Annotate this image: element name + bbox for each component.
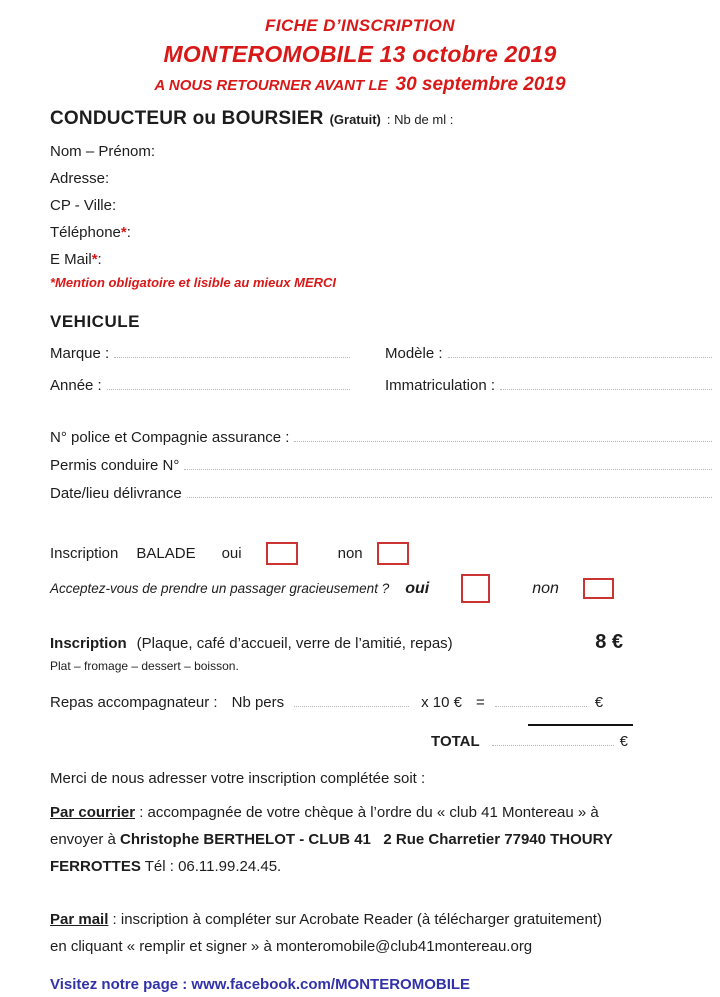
annee-label: Année :	[50, 377, 102, 394]
conducteur-section-heading	[50, 108, 670, 130]
police-assurance-input-line[interactable]	[294, 428, 712, 442]
nb-pers-label: Nb pers	[231, 694, 285, 711]
nom-prenom-row	[50, 138, 670, 165]
mail-line-1	[50, 906, 670, 933]
par-mail-lead: Par mail	[50, 911, 109, 928]
delivrance-input-line[interactable]	[187, 484, 712, 498]
required-star: *	[91, 251, 98, 268]
passager-question-label: Acceptez-vous de prendre un passager gracieusement ?	[50, 581, 390, 596]
adresse-input-area[interactable]	[109, 165, 670, 192]
adresse-row	[50, 165, 670, 192]
balade-section	[50, 542, 670, 603]
permis-input-line[interactable]	[184, 456, 712, 470]
mail-line-2: en cliquant « remplir et signer » à monteromobile@club41montereau.org	[50, 938, 533, 955]
repas-accompagnateur-row	[50, 693, 670, 711]
form-header	[50, 16, 670, 96]
passager-oui-checkbox[interactable]	[461, 574, 490, 603]
colon: :	[105, 170, 110, 187]
inscription-price-row	[50, 631, 670, 654]
email-input-area[interactable]	[102, 246, 670, 273]
cp-ville-row	[50, 192, 670, 219]
balade-oui-checkbox[interactable]	[266, 542, 298, 565]
conducteur-fields	[50, 138, 670, 273]
passager-non-checkbox[interactable]	[583, 578, 614, 599]
courrier-phone: Tél : 06.11.99.24.45.	[140, 858, 282, 875]
courrier-address-bold: Christophe BERTHELOT - CLUB 41 2 Rue Charretier 77940 THOURY	[120, 831, 613, 848]
nom-prenom-label: Nom – Prénom	[50, 143, 151, 160]
modele-input-line[interactable]	[448, 344, 712, 358]
par-courrier-lead: Par courrier	[50, 804, 136, 821]
balade-oui-label: oui	[221, 545, 242, 562]
passager-non-label: non	[532, 579, 559, 597]
modele-row	[385, 344, 712, 376]
total-euro-sign: €	[619, 733, 628, 750]
permis-row	[50, 456, 712, 484]
immatriculation-row	[385, 376, 712, 408]
gratuit-label: (Gratuit)	[329, 112, 381, 127]
repas-label: Repas accompagnateur :	[50, 694, 218, 711]
courrier-address-bold-2: FERROTTES	[50, 858, 141, 875]
immatriculation-label: Immatriculation :	[385, 377, 496, 394]
courrier-line-3	[50, 853, 670, 880]
nb-de-ml-label: : Nb de ml :	[386, 112, 454, 127]
par-courrier-paragraph	[50, 799, 670, 880]
annee-row	[50, 376, 350, 408]
repas-amount-input-line[interactable]	[495, 693, 587, 707]
passager-row	[50, 574, 670, 603]
return-deadline-date: 30 septembre 2019	[395, 74, 566, 95]
conducteur-heading-label: CONDUCTEUR ou BOURSIER	[50, 108, 324, 129]
telephone-input-area[interactable]	[131, 219, 670, 246]
immatriculation-input-line[interactable]	[500, 376, 712, 390]
inscription-price-detail: (Plaque, café d’accueil, verre de l’amitié, repas)	[136, 635, 453, 652]
menu-detail: Plat – fromage – dessert – boisson.	[50, 659, 239, 673]
permis-label: Permis conduire N°	[50, 457, 180, 474]
x10-label: x 10 €	[421, 694, 463, 711]
modele-label: Modèle :	[385, 345, 443, 362]
mail-text-1: : inscription à compléter sur Acrobate Reader (à télécharger gratuitement)	[108, 911, 602, 928]
adresse-label: Adresse	[50, 170, 106, 187]
police-assurance-label: N° police et Compagnie assurance :	[50, 429, 290, 446]
balade-non-checkbox[interactable]	[377, 542, 409, 565]
par-mail-paragraph	[50, 906, 670, 960]
marque-input-line[interactable]	[114, 344, 350, 358]
courrier-line-2	[50, 826, 670, 853]
courrier-text-2: envoyer à	[50, 831, 121, 848]
passager-oui-label: oui	[405, 579, 430, 597]
total-input-line[interactable]	[492, 732, 614, 746]
cp-ville-input-area[interactable]	[116, 192, 670, 219]
telephone-row	[50, 219, 670, 246]
balade-word: BALADE	[136, 545, 196, 562]
vehicule-section-heading: VEHICULE	[50, 312, 140, 331]
delivrance-row	[50, 484, 712, 512]
colon: :	[150, 143, 156, 160]
balade-inscription-row	[50, 542, 670, 565]
courrier-text-1: : accompagnée de votre chèque à l’ordre du « club 41 Montereau » à	[135, 804, 599, 821]
facebook-link[interactable]: Visitez notre page : www.facebook.com/MONTEROMOBILE	[50, 976, 471, 993]
telephone-label: Téléphone	[50, 224, 121, 241]
annee-input-line[interactable]	[107, 376, 350, 390]
assurance-block	[50, 428, 712, 512]
send-instructions-intro: Merci de nous adresser votre inscription complétée soit :	[50, 770, 426, 787]
cp-ville-label: CP - Ville	[50, 197, 112, 214]
email-label: E Mail	[50, 251, 92, 268]
equals-sign: =	[476, 694, 485, 711]
total-label: TOTAL	[431, 733, 480, 750]
police-assurance-row	[50, 428, 712, 456]
form-title: FICHE D’INSCRIPTION	[265, 16, 455, 35]
delivrance-label: Date/lieu délivrance	[50, 485, 182, 502]
mandatory-mention-note: *Mention obligatoire et lisible au mieux MERCI	[50, 275, 337, 290]
colon: :	[111, 197, 117, 214]
euro-sign: €	[594, 694, 604, 711]
colon: :	[126, 224, 131, 241]
marque-label: Marque :	[50, 345, 110, 362]
required-star: *	[120, 224, 127, 241]
vehicule-grid	[50, 344, 712, 408]
return-deadline	[50, 74, 670, 96]
email-row	[50, 246, 670, 273]
inscription-price-label: Inscription	[50, 635, 127, 652]
colon: :	[97, 251, 102, 268]
nom-prenom-input-area[interactable]	[155, 138, 670, 165]
balade-non-label: non	[337, 545, 363, 562]
return-deadline-prefix: A NOUS RETOURNER AVANT LE	[154, 77, 388, 94]
inscription-word: Inscription	[50, 545, 119, 562]
total-row	[50, 732, 628, 750]
courrier-line-1	[50, 799, 670, 826]
event-title: MONTEROMOBILE 13 octobre 2019	[163, 41, 557, 67]
marque-row	[50, 344, 350, 376]
nb-pers-input-line[interactable]	[294, 693, 409, 707]
total-separator-line	[528, 724, 633, 726]
inscription-price-value: 8 €	[595, 631, 623, 653]
